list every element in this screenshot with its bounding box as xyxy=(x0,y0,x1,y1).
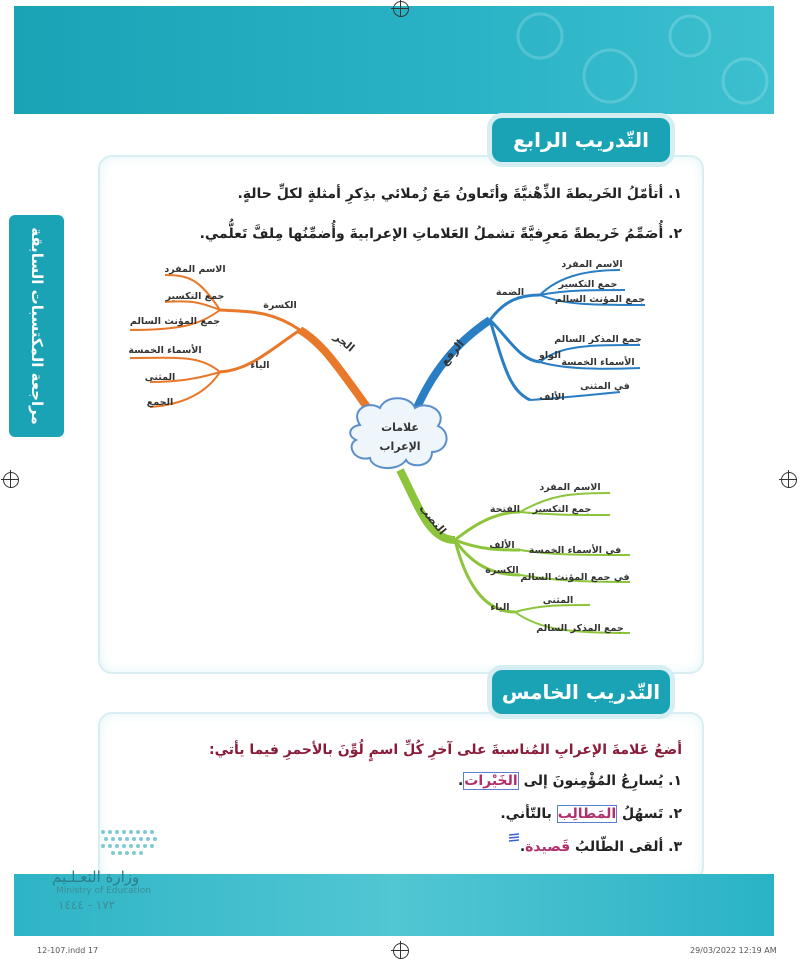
exercise4-question-2: ٢. أُصَمِّمُ خَريطةً مَعرِفيَّةً تشملُ العَلاماتِ الإعرابيةَ وأُضمِّنُها مِلفَّ تَعلُّمي. xyxy=(199,226,682,242)
raf-waw-item: جمع المذكر السالم xyxy=(554,334,642,345)
registration-mark-icon xyxy=(3,472,19,488)
raf-alif-label: الألف xyxy=(539,392,565,403)
raf-alif-item: في المثنى xyxy=(580,381,630,392)
registration-mark-icon xyxy=(393,943,409,959)
ministry-logo-icon xyxy=(97,826,163,860)
mind-map xyxy=(110,250,670,650)
jarr-kasra-item: جمع المؤنث السالم xyxy=(129,316,221,327)
red-word: المَطالِب xyxy=(557,806,617,822)
raf-waw-label: الواو xyxy=(539,350,561,361)
sentence-text: ٢. تَسهُلُ xyxy=(617,806,682,822)
red-word: قَصيدة xyxy=(525,839,571,855)
jarr-label: الجر xyxy=(331,330,358,355)
print-slug-left: 12-107.indd 17 xyxy=(37,946,99,955)
exercise5-sentence-1 xyxy=(458,773,682,789)
raf-waw-item: الأسماء الخمسة xyxy=(561,357,635,368)
exercise4-question-1: ١. أتأمّلُ الخَريطةَ الذِّهْنيَّةَ وأتَعاونُ مَعَ زُملائي بذِكرِ أمثلةٍ لكلِّ حالةٍ. xyxy=(237,186,682,202)
nasb-yaa-item: المثنى xyxy=(542,595,574,606)
blue-marks-icon xyxy=(508,833,522,843)
raf-damma-item: جمع المؤنث السالم xyxy=(554,294,646,305)
raf-damma-item: جمع التكسير xyxy=(558,279,618,290)
center-label-2: الإعراب xyxy=(379,440,421,453)
ministry-name-ar: وزارة التعـلـيم xyxy=(52,868,140,886)
raf-damma-item: الاسم المفرد xyxy=(561,259,623,270)
raf-damma-label: الضمة xyxy=(495,287,525,298)
print-slug-right: 29/03/2022 12:19 AM xyxy=(690,946,777,955)
center-label-1: علامات xyxy=(381,421,419,434)
nasb-fatha-item: جمع التكسير xyxy=(532,504,592,515)
sentence-end: . xyxy=(519,839,526,855)
page-number: ١٧٢ - ١٤٤٤ xyxy=(58,898,116,912)
exercise4-title: التّدريب الرابع xyxy=(492,118,670,162)
exercise5-panel xyxy=(98,712,704,881)
nasb-label: النصب xyxy=(416,502,449,538)
exercise5-title: التّدريب الخامس xyxy=(492,670,670,714)
exercise5-sentence-3 xyxy=(520,839,682,855)
nasb-yaa-item: جمع المذكر السالم xyxy=(536,623,624,634)
exercise5-instruction: أضعُ عَلامةَ الإعرابِ المُناسبةَ على آخرِ كُلِّ اسمٍ لُوِّنَ بالأحمرِ فيما يأتي: xyxy=(209,742,682,758)
jarr-yaa-item: المثنى xyxy=(144,372,176,383)
raf-label: الرفع xyxy=(437,337,467,369)
jarr-kasra-item: الاسم المفرد xyxy=(164,264,226,275)
registration-mark-icon xyxy=(393,1,409,17)
nasb-kasra-label: الكسرة xyxy=(485,565,519,576)
jarr-yaa-item: الأسماء الخمسة xyxy=(128,345,202,356)
exercise5-sentence-2 xyxy=(500,806,682,822)
header-ornament xyxy=(500,6,774,114)
sentence-text: ٣. ألقى الطّالبُ xyxy=(570,839,682,855)
nasb-kasra-item: في جمع المؤنث السالم xyxy=(520,572,630,583)
nasb-fatha-item: الاسم المفرد xyxy=(539,482,601,493)
sentence-end: بالتّأني. xyxy=(500,806,557,822)
jarr-kasra-item: جمع التكسير xyxy=(165,291,225,302)
sentence-text: ١. يُسارِعُ المُؤْمِنونَ إلى xyxy=(518,773,682,789)
jarr-yaa-label: الياء xyxy=(250,360,270,371)
nasb-alif-label: الألف xyxy=(489,540,515,551)
registration-mark-icon xyxy=(781,472,797,488)
ministry-name-en: Ministry of Education xyxy=(56,886,151,896)
nasb-yaa-label: الياء xyxy=(490,602,510,613)
side-tab-label: مراجعة المكتسبات السابقة xyxy=(27,227,46,425)
jarr-kasra-label: الكسرة xyxy=(263,300,297,311)
nasb-fatha-label: الفتحة xyxy=(489,504,521,515)
nasb-alif-item: في الأسماء الخمسة xyxy=(528,545,622,556)
sentence-end: . xyxy=(457,773,464,789)
red-word: الخَيْرات xyxy=(464,773,518,789)
jarr-yaa-item: الجمع xyxy=(146,397,174,408)
side-section-tab xyxy=(9,215,64,437)
